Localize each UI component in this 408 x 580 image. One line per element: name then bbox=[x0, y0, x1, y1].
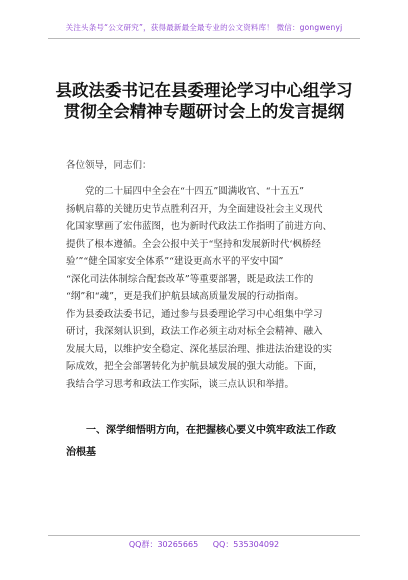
header-banner: 关注头条号“公文研究”，获得最新最全最专业的公文资料库！ 微信：gongwenyj bbox=[65, 23, 343, 32]
paragraph-line: 党的二十届四中全会在“十四五”圆满收官、“十五五” bbox=[66, 186, 304, 197]
paragraph-line: 我结合学习思考和政法工作实际，谈三点认识和举措。 bbox=[66, 378, 295, 390]
title-line: 贯彻全会精神专题研讨会上的发言提纲 bbox=[63, 102, 345, 121]
salutation: 各位领导，同志们： bbox=[66, 160, 152, 171]
paragraph-line: 扬帆启幕的关键历史节点胜利召开，为全面建设社会主义现代 bbox=[66, 203, 323, 215]
footer-contact bbox=[0, 539, 408, 550]
paragraph-line: 提供了根本遵循。全会公报中关于“坚持和发展新时代‘枫桥经 bbox=[66, 238, 321, 250]
qq-number-text: QQ：535304092 bbox=[212, 540, 280, 549]
paragraph-line: 研讨，我深刻认识到，政法工作必须主动对标全会精神、融入 bbox=[66, 326, 323, 337]
footer-divider bbox=[48, 535, 360, 536]
body-paragraph bbox=[66, 183, 350, 393]
paragraph-line: “纲”和“魂”，更是我们护航县域高质量发展的行动指南。 bbox=[66, 291, 304, 302]
section-heading bbox=[66, 420, 350, 464]
title-line: 县政法委书记在县委理论学习中心组学习 bbox=[55, 81, 353, 100]
paragraph-line: 验’”“健全国家安全体系”“建设更高水平的平安中国” bbox=[66, 256, 284, 267]
section-heading-line: 一、深学细悟明方向，在把握核心要义中筑牢政法工作政 bbox=[66, 425, 336, 436]
paragraph-line: 发展大局，以维护安全稳定、深化基层治理、推进法治建设的实 bbox=[66, 343, 333, 355]
qq-group-text: QQ群：30265665 bbox=[128, 540, 199, 549]
paragraph-line: 作为县委政法委书记，通过参与县委理论学习中心组集中学习 bbox=[66, 308, 323, 320]
document-title bbox=[40, 80, 368, 122]
paragraph-line: 化国家擘画了宏伟蓝图，也为新时代政法工作指明了前进方向、 bbox=[66, 221, 333, 232]
section-heading-line: 治根基 bbox=[66, 447, 96, 458]
paragraph-line: “深化司法体制综合配套改革”等重要部署，既是政法工作的 bbox=[66, 273, 314, 285]
paragraph-line: 际成效，把全会部署转化为护航县域发展的强大动能。下面， bbox=[66, 361, 323, 372]
header-divider bbox=[48, 38, 360, 39]
